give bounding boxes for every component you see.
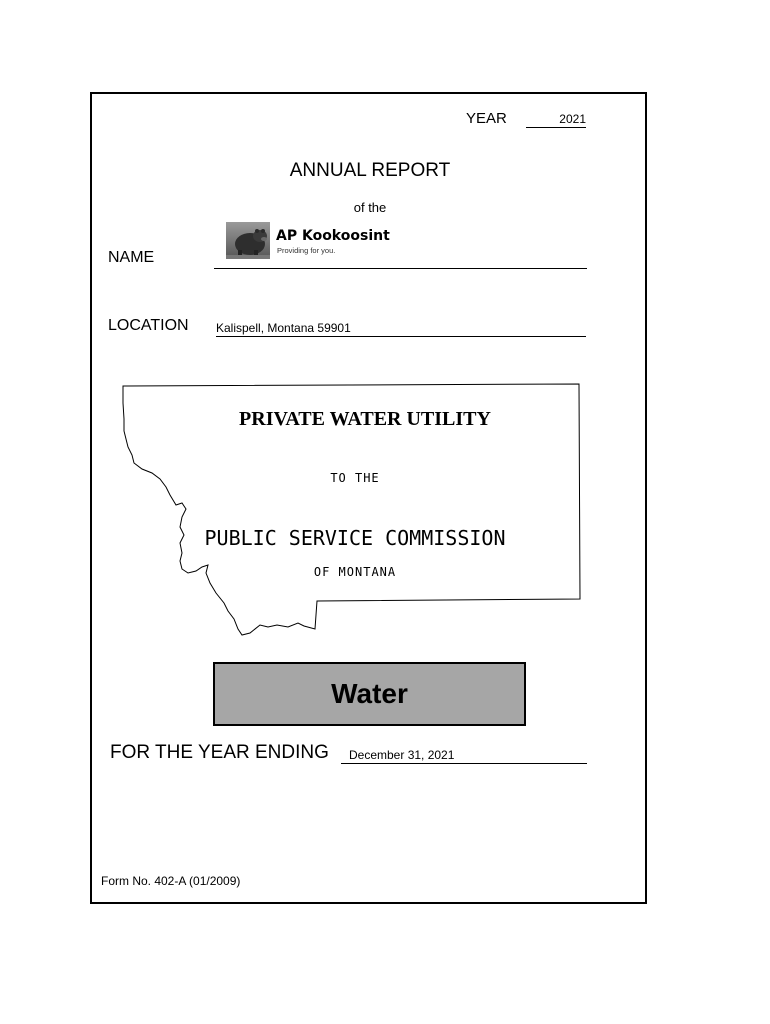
year-ending-label: FOR THE YEAR ENDING bbox=[110, 742, 329, 763]
bear-photo-icon bbox=[226, 222, 270, 259]
name-label: NAME bbox=[108, 249, 155, 266]
utility-category-title: PRIVATE WATER UTILITY bbox=[239, 408, 491, 430]
year-ending-value: December 31, 2021 bbox=[341, 748, 587, 764]
name-underline bbox=[214, 268, 587, 269]
form-number: Form No. 402-A (01/2009) bbox=[101, 874, 241, 888]
year-value: 2021 bbox=[526, 112, 586, 128]
location-value: Kalispell, Montana 59901 bbox=[216, 321, 586, 337]
company-logo bbox=[226, 222, 416, 262]
to-the-text: TO THE bbox=[330, 471, 380, 485]
location-label: LOCATION bbox=[108, 317, 189, 334]
of-montana-text: OF MONTANA bbox=[313, 565, 397, 579]
commission-name: PUBLIC SERVICE COMMISSION bbox=[204, 526, 506, 550]
year-label: YEAR bbox=[466, 110, 507, 127]
logo-company-name: AP Kookoosint bbox=[276, 228, 390, 244]
of-the-text: of the bbox=[353, 200, 387, 215]
report-title: ANNUAL REPORT bbox=[289, 160, 451, 181]
utility-type-box bbox=[213, 662, 526, 726]
utility-type-label: Water bbox=[331, 678, 408, 709]
logo-tagline: Providing for you. bbox=[277, 246, 336, 255]
